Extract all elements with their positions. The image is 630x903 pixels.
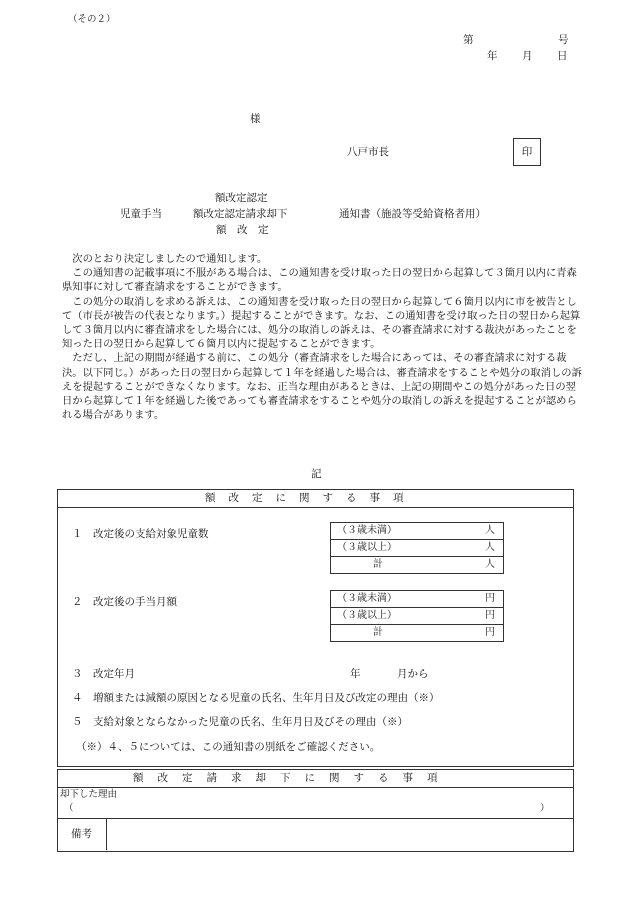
unit-label: 人 <box>485 542 495 553</box>
table-row <box>331 557 504 574</box>
title-prefix: 児童手当 <box>120 208 162 220</box>
unit-label: 円 <box>485 610 495 621</box>
rejection-reason-field[interactable] <box>80 801 530 817</box>
section-2-heading-divider <box>57 787 573 788</box>
table-row <box>331 523 504 540</box>
body-paragraph-4: ただし、上記の期間が経過する前に、この処分（審査請求をした場合にあっては、その審査請求に対する裁決。以下同じ。）があった日の翌日から起算して１年を経過した場合は、審査請求をすることや処分の取消しの訴えを提起することができなくなります。なお、正当な理由があるときは、上記の期間やこの処分があった日の翌日から起算して１年を経過した後であっても審査請求をすることや処分の取消しの訴えを提起することが認められる場合があります。 <box>62 352 582 422</box>
table-row <box>331 608 504 625</box>
form-number: （その２） <box>68 14 116 25</box>
section-1-heading-divider <box>57 507 573 508</box>
amount-over-3-cell[interactable] <box>331 608 504 625</box>
title-option-1: 額改定認定 <box>215 192 268 204</box>
unit-label: 円 <box>485 593 495 604</box>
table-row <box>331 540 504 557</box>
seal-box: 印 <box>513 138 541 166</box>
section-1-heading: 額改定に関する事項 <box>205 492 417 504</box>
revision-year-label: 年 <box>350 668 361 680</box>
children-over-3-cell[interactable] <box>331 540 504 557</box>
row-label: （３歳未満） <box>337 593 397 604</box>
reason-paren-close: ） <box>540 803 550 814</box>
number-dai: 第 <box>463 34 474 46</box>
item-1-number: １ <box>72 528 83 540</box>
title-option-2: 額改定認定請求却下 <box>193 208 288 220</box>
table-row <box>331 625 504 642</box>
item-3-number: ３ <box>72 668 83 680</box>
date-month: 月 <box>522 50 533 62</box>
amount-under-3-cell[interactable] <box>331 591 504 608</box>
row-label: （３歳以上） <box>337 542 397 553</box>
body-paragraph-2: この通知書の記載事項に不服がある場合は、この通知書を受け取った日の翌日から起算して３箇月以内に青森県知事に対して審査請求をすることができます。 <box>62 267 577 294</box>
item-5-number: ５ <box>72 716 83 728</box>
unit-label: 円 <box>485 627 495 638</box>
number-go: 号 <box>558 34 569 46</box>
title-option-3: 額 改 定 <box>216 224 269 236</box>
item-2-label: 改定後の手当月額 <box>93 596 177 608</box>
row-label: （３歳以上） <box>337 610 397 621</box>
children-under-3-cell[interactable] <box>331 523 504 540</box>
body-text <box>62 252 582 422</box>
title-suffix: 通知書（施設等受給資格者用） <box>339 208 486 220</box>
item-4-number: ４ <box>72 692 83 704</box>
body-paragraph-1: 次のとおり決定しましたので通知します。 <box>72 253 268 265</box>
remarks-label: 備考 <box>71 828 92 840</box>
children-count-table <box>330 522 504 574</box>
revision-month-label: 月から <box>397 668 429 680</box>
date-year: 年 <box>487 50 498 62</box>
item-4-label: 増額または減額の原因となる児童の氏名、生年月日及び改定の理由（※） <box>93 692 440 704</box>
note-text: （※）４、５については、この通知書の別紙をご確認ください。 <box>76 741 381 753</box>
addressee-honorific: 様 <box>250 113 261 125</box>
date-day: 日 <box>557 50 568 62</box>
item-5-label: 支給対象とならなかった児童の氏名、生年月日及びその理由（※） <box>93 716 408 728</box>
rejection-reason-label: 却下した理由 <box>60 789 118 800</box>
item-2-number: ２ <box>72 596 83 608</box>
ki-heading: 記 <box>311 468 322 480</box>
item-1-label: 改定後の支給対象児童数 <box>93 528 209 540</box>
unit-label: 人 <box>485 559 495 570</box>
section-2-heading: 額改定請求却下に関する事項 <box>133 772 452 784</box>
table-row <box>331 591 504 608</box>
body-paragraph-3: この処分の取消しを求める訴えは、この通知書を受け取った日の翌日から起算して６箇月以内に市を被告として（市長が被告の代表となります。）提起することができます。なお、この通知書を受け取った日の翌日から起算して３箇月以内に審査請求をした場合には、処分の取消しの訴えは、その審査請求に対する裁決があったことを知った日の翌日から起算して６箇月以内に提起することができます。 <box>62 295 581 351</box>
row-label: （３歳未満） <box>337 525 397 536</box>
amount-total-cell[interactable] <box>331 625 504 642</box>
children-total-cell[interactable] <box>331 557 504 574</box>
item-3-label: 改定年月 <box>93 668 135 680</box>
remarks-divider <box>57 818 573 819</box>
remarks-column-divider <box>106 818 107 850</box>
row-label: 計 <box>373 559 383 570</box>
unit-label: 人 <box>485 525 495 536</box>
row-label: 計 <box>373 627 383 638</box>
allowance-amount-table <box>330 590 504 642</box>
reason-paren-open: （ <box>64 803 74 814</box>
sender-name: 八戸市長 <box>347 146 389 158</box>
remarks-field[interactable] <box>110 821 568 847</box>
